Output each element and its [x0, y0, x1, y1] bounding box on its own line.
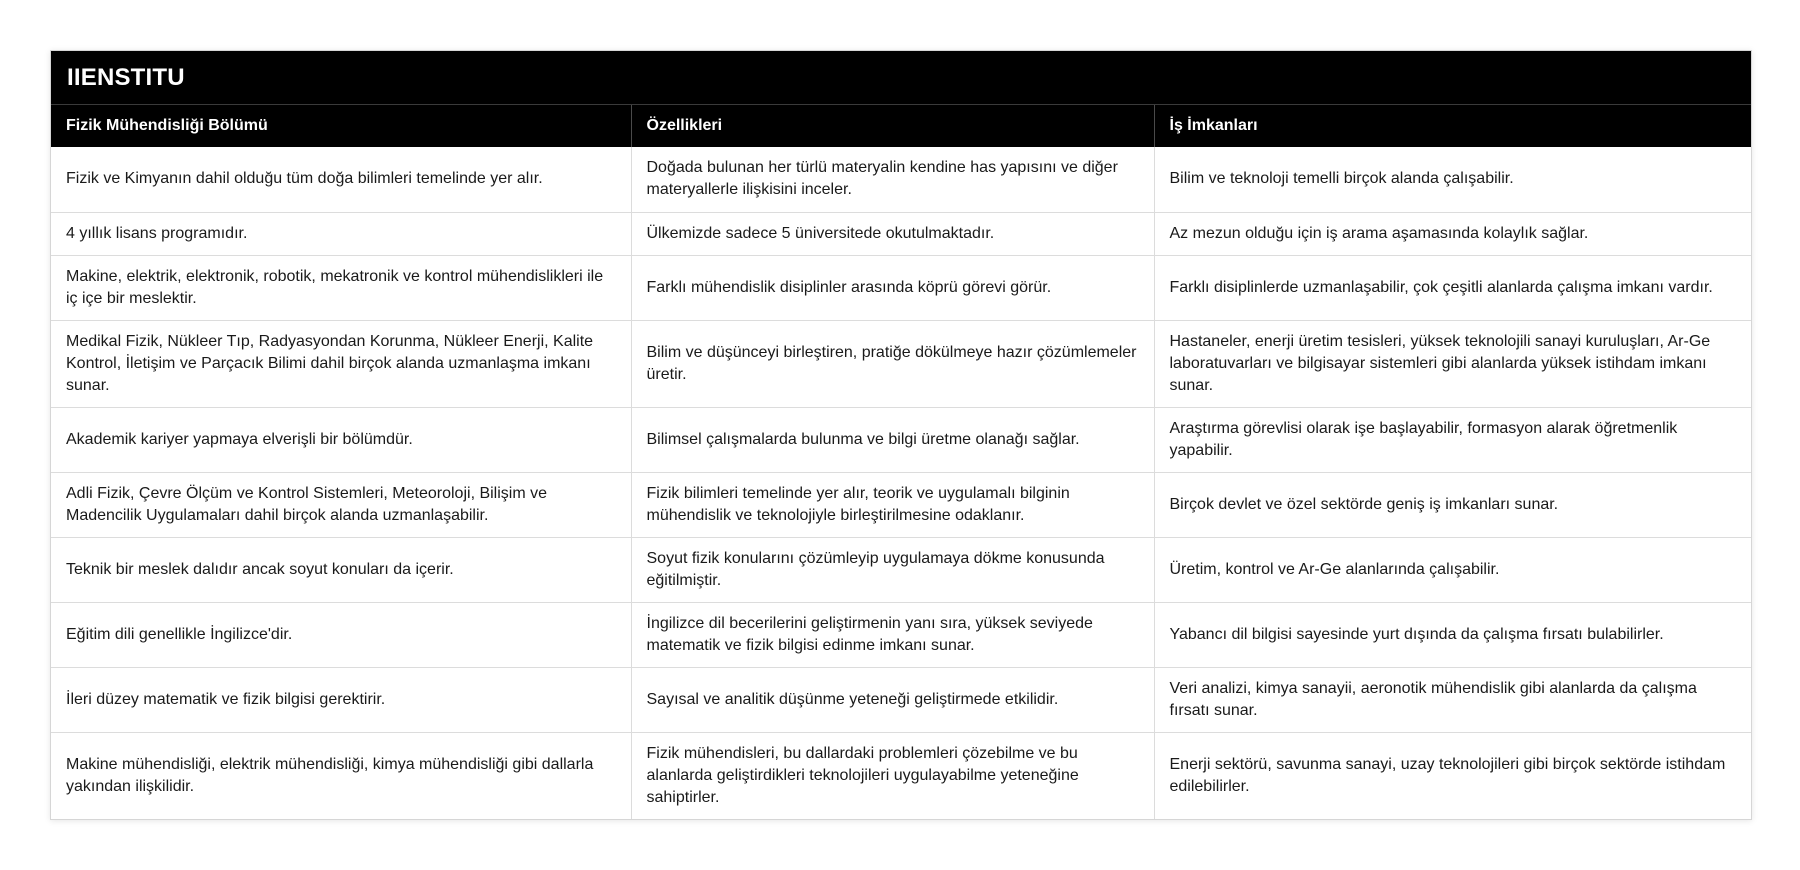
table-cell: İleri düzey matematik ve fizik bilgisi gerektirir. — [51, 667, 631, 732]
table-cell: Teknik bir meslek dalıdır ancak soyut konuları da içerir. — [51, 537, 631, 602]
table-cell: Akademik kariyer yapmaya elverişli bir bölümdür. — [51, 407, 631, 472]
table-cell: Medikal Fizik, Nükleer Tıp, Radyasyondan Korunma, Nükleer Enerji, Kalite Kontrol, İletişim ve Parçacık Bilimi dahil birçok alanda uzmanlaşma imkanı sunar. — [51, 320, 631, 407]
table-cell: Makine mühendisliği, elektrik mühendisliği, kimya mühendisliği gibi dallarla yakından ilişkilidir. — [51, 732, 631, 819]
table-cell: Ülkemizde sadece 5 üniversitede okutulmaktadır. — [631, 212, 1154, 255]
table-row — [51, 667, 1751, 732]
table-row — [51, 537, 1751, 602]
table-row — [51, 732, 1751, 819]
table-cell: Fizik ve Kimyanın dahil olduğu tüm doğa bilimleri temelinde yer alır. — [51, 147, 631, 212]
table-cell: Doğada bulunan her türlü materyalin kendine has yapısını ve diğer materyallerle ilişkisini inceler. — [631, 147, 1154, 212]
table-cell: Yabancı dil bilgisi sayesinde yurt dışında da çalışma fırsatı bulabilirler. — [1154, 602, 1751, 667]
comparison-table — [51, 105, 1751, 819]
table-cell: Üretim, kontrol ve Ar-Ge alanlarında çalışabilir. — [1154, 537, 1751, 602]
table-row — [51, 472, 1751, 537]
column-header: Fizik Mühendisliği Bölümü — [51, 105, 631, 147]
brand-banner: IIENSTITU — [51, 51, 1751, 105]
table-cell: Birçok devlet ve özel sektörde geniş iş imkanları sunar. — [1154, 472, 1751, 537]
table-row — [51, 255, 1751, 320]
table-cell: Fizik bilimleri temelinde yer alır, teorik ve uygulamalı bilginin mühendislik ve teknolojiyle birleştirilmesine odaklanır. — [631, 472, 1154, 537]
table-cell: Enerji sektörü, savunma sanayi, uzay teknolojileri gibi birçok sektörde istihdam edilebilirler. — [1169, 755, 1726, 795]
table-cell: Sayısal ve analitik düşünme yeteneği geliştirmede etkilidir. — [631, 667, 1154, 732]
table-cell: Bilim ve teknoloji temelli birçok alanda çalışabilir. — [1154, 147, 1751, 212]
table-cell: Fizik mühendisleri, bu dallardaki problemleri çözebilme ve bu alanlarda geliştirdikleri teknolojileri uygulayabilme yeteneğine sahiptirler. — [631, 732, 1154, 819]
table-row — [51, 212, 1751, 255]
table-cell: Soyut fizik konularını çözümleyip uygulamaya dökme konusunda eğitilmiştir. — [631, 537, 1154, 602]
table-header-row — [51, 105, 1751, 147]
table-row — [51, 147, 1751, 212]
table-cell: Hastaneler, enerji üretim tesisleri, yüksek teknolojili sanayi kuruluşları, Ar-Ge laboratuvarları ve bilgisayar sistemleri gibi alanlarda yüksek istihdam imkanı sunar. — [1154, 320, 1751, 407]
table-cell: İngilizce dil becerilerini geliştirmenin yanı sıra, yüksek seviyede matematik ve fizik bilgisi edinme imkanı sunar. — [631, 602, 1154, 667]
table-cell: Bilimsel çalışmalarda bulunma ve bilgi üretme olanağı sağlar. — [631, 407, 1154, 472]
column-header: İş İmkanları — [1154, 105, 1751, 147]
table-cell: Farklı mühendislik disiplinler arasında köprü görevi görür. — [631, 255, 1154, 320]
table-cell: Makine, elektrik, elektronik, robotik, mekatronik ve kontrol mühendislikleri ile iç içe bir meslektir. — [51, 255, 631, 320]
table-cell: Adli Fizik, Çevre Ölçüm ve Kontrol Sistemleri, Meteoroloji, Bilişim ve Madencilik Uygulamaları dahil birçok alanda uzmanlaşabilir. — [51, 472, 631, 537]
table-cell: Bilim ve düşünceyi birleştiren, pratiğe dökülmeye hazır çözümlemeler üretir. — [631, 320, 1154, 407]
comparison-table-card — [50, 50, 1752, 820]
table-cell: Eğitim dili genellikle İngilizce'dir. — [51, 602, 631, 667]
table-cell: Araştırma görevlisi olarak işe başlayabilir, formasyon alarak öğretmenlik yapabilir. — [1154, 407, 1751, 472]
table-row — [51, 602, 1751, 667]
table-cell: Veri analizi, kimya sanayii, aeronotik mühendislik gibi alanlarda da çalışma fırsatı sunar. — [1154, 667, 1751, 732]
table-cell: Farklı disiplinlerde uzmanlaşabilir, çok çeşitli alanlarda çalışma imkanı vardır. — [1154, 255, 1751, 320]
table-row — [51, 407, 1751, 472]
table-cell: Az mezun olduğu için iş arama aşamasında kolaylık sağlar. — [1154, 212, 1751, 255]
table-cell: 4 yıllık lisans programıdır. — [51, 212, 631, 255]
table-row — [51, 320, 1751, 407]
column-header: Özellikleri — [631, 105, 1154, 147]
